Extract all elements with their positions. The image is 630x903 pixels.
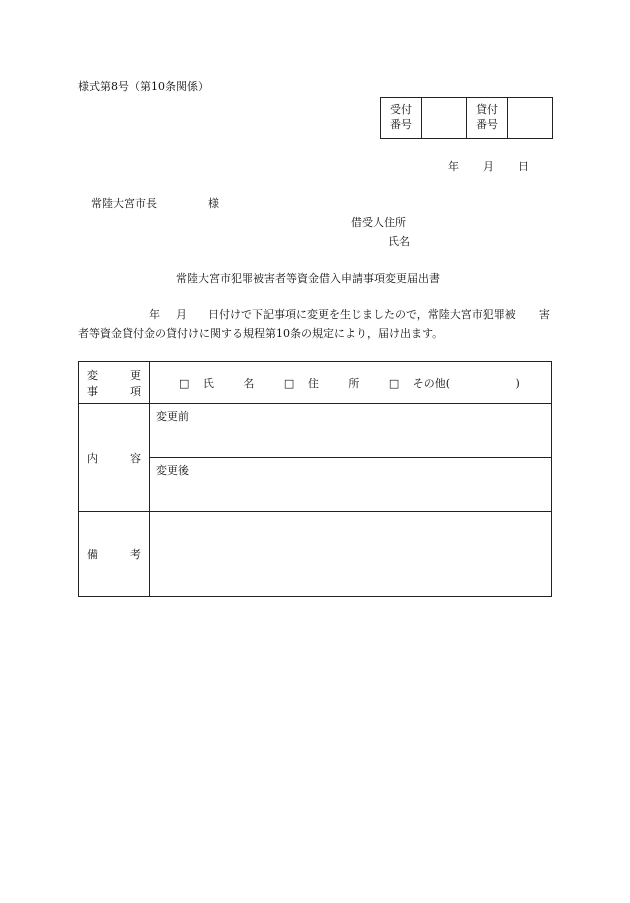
- label-char: 変: [87, 368, 98, 382]
- checkbox-name[interactable]: □: [179, 376, 190, 390]
- applicant-name-label: 氏名: [388, 235, 410, 248]
- after-change-section[interactable]: [150, 458, 551, 511]
- option-other-label: その他(: [412, 376, 451, 390]
- remarks-field[interactable]: [150, 512, 552, 597]
- remarks-label-line: [79, 546, 149, 562]
- body-line1-end: 害: [539, 308, 550, 321]
- document-title: 常陸大宮市犯罪被害者等資金借入申請事項変更届出書: [176, 272, 440, 285]
- date-day: 日: [518, 160, 529, 173]
- change-content-label: [79, 404, 150, 512]
- remarks-row: [79, 512, 552, 597]
- receipt-label-line2: 番号: [390, 118, 412, 131]
- applicant-address-label: 借受人住所: [351, 216, 406, 229]
- before-change-label: 変更前: [156, 410, 189, 423]
- change-items-label-line1: [79, 367, 149, 383]
- change-items-label-line2: [79, 383, 149, 399]
- option-address-char2: 所: [348, 376, 360, 390]
- date-month: 月: [483, 160, 494, 173]
- label-char: 備: [87, 548, 98, 561]
- label-char: 項: [130, 384, 141, 398]
- receipt-label: [381, 98, 422, 139]
- option-other-close: ): [515, 376, 520, 390]
- checkbox-address[interactable]: □: [283, 376, 295, 390]
- body-month: 月: [176, 308, 187, 321]
- loan-label-line2: 番号: [476, 118, 498, 131]
- loan-number-field[interactable]: [508, 98, 553, 139]
- form-code: 様式第8号（第10条関係）: [78, 80, 209, 93]
- change-items-label: [79, 362, 150, 404]
- change-content-label-line: [79, 450, 149, 466]
- receipt-label-line1: 受付: [390, 103, 412, 117]
- label-char: 内: [87, 451, 98, 465]
- option-name-char1: 氏: [202, 376, 214, 390]
- change-items-options: [150, 362, 552, 404]
- label-char: 更: [130, 368, 141, 382]
- label-char: 考: [130, 548, 141, 561]
- change-items-row: [79, 362, 552, 404]
- remarks-label: [79, 512, 150, 597]
- change-details-table: [78, 361, 552, 597]
- after-change-label: 変更後: [156, 464, 189, 477]
- loan-label: [467, 98, 508, 139]
- change-content-cell: [150, 404, 552, 512]
- option-name-char2: 名: [243, 376, 255, 390]
- body-year: 年: [149, 308, 160, 321]
- date-year: 年: [448, 160, 459, 173]
- receipt-number-field[interactable]: [422, 98, 467, 139]
- body-line1: 日付けで下記事項に変更を生じましたので，常陸大宮市犯罪被: [208, 308, 516, 321]
- label-char: 事: [87, 384, 98, 398]
- addressee-honorific: 様: [208, 197, 219, 210]
- change-content-row: [79, 404, 552, 512]
- label-char: 容: [130, 451, 141, 465]
- addressee-name: 常陸大宮市長: [91, 197, 157, 210]
- loan-label-line1: 貸付: [476, 103, 498, 117]
- option-address-char1: 住: [307, 376, 319, 390]
- checkbox-other[interactable]: □: [388, 376, 400, 390]
- receipt-number-table: [380, 97, 553, 139]
- before-change-section[interactable]: [150, 404, 551, 458]
- body-line2: 者等資金貸付金の貸付けに関する規程第10条の規定により，届け出ます。: [78, 327, 444, 340]
